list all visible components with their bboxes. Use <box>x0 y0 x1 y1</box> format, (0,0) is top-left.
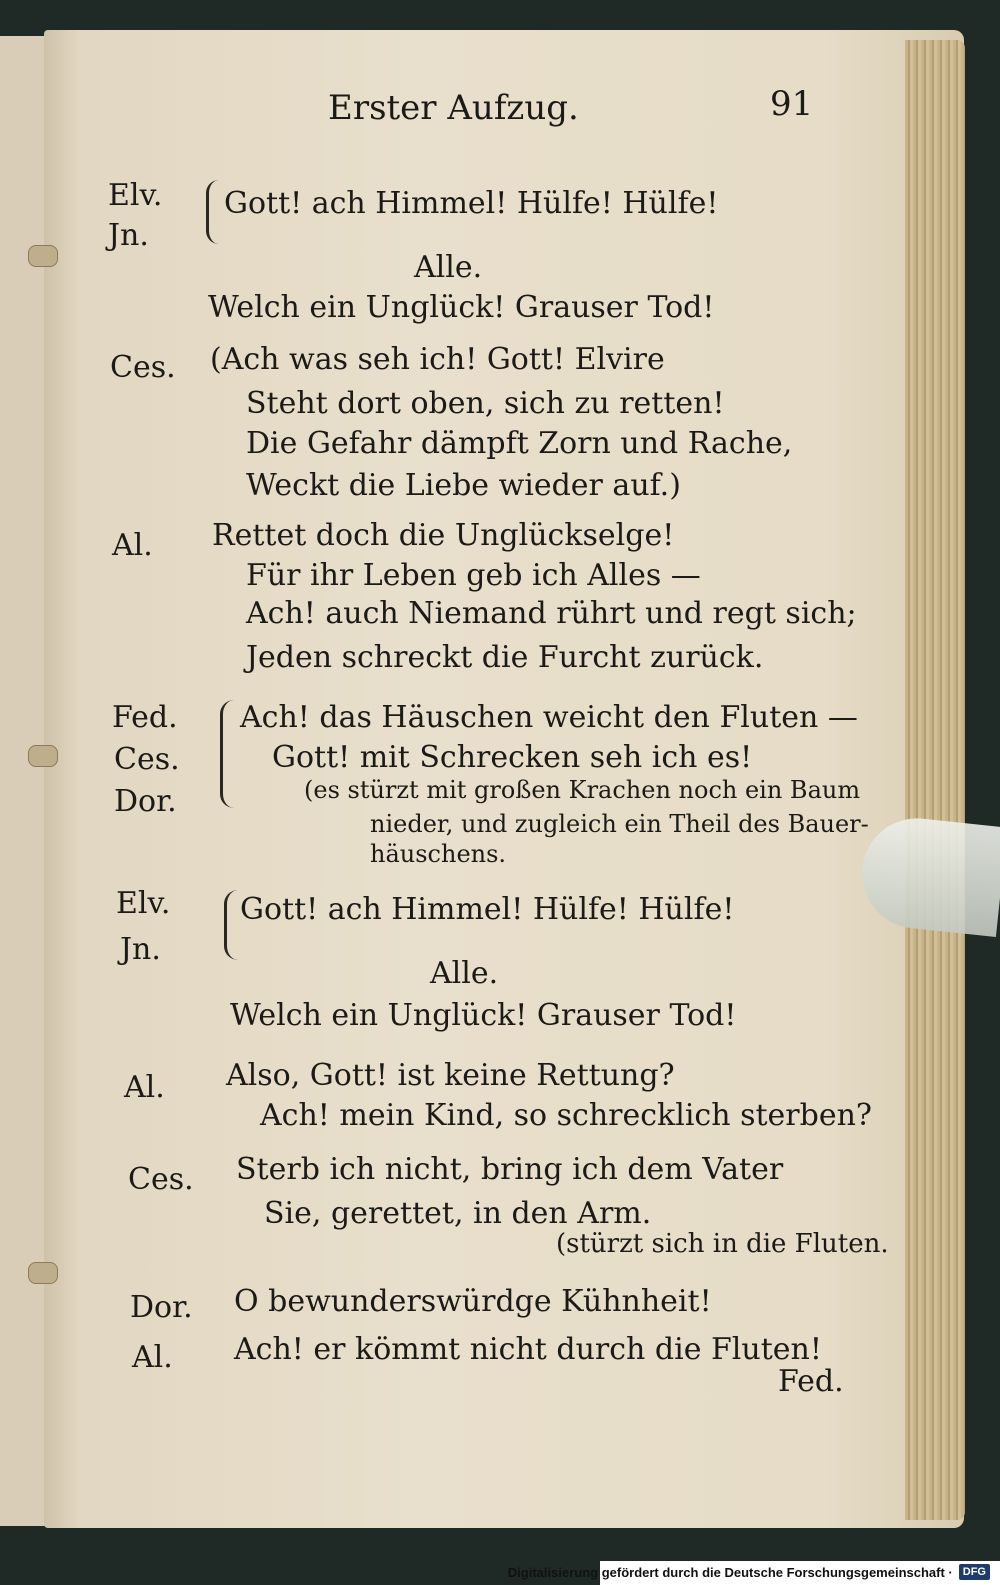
stage-direction: (stürzt sich in die Fluten. <box>556 1229 889 1259</box>
page-number: 91 <box>770 84 814 124</box>
footer-credit: Digitalisierung gefördert durch die Deutsche Forschungsgemeinschaft · <box>507 1564 953 1580</box>
speaker-label: Al. <box>132 1340 173 1375</box>
verse-line: Gott! ach Himmel! Hülfe! Hülfe! <box>224 186 719 221</box>
page-header-title: Erster Aufzug. <box>328 88 579 128</box>
speaker-label: Al. <box>112 528 153 563</box>
speaker-label: Elv. <box>108 178 163 213</box>
speaker-label: Dor. <box>114 784 177 819</box>
verse-line: Steht dort oben, sich zu retten! <box>246 386 725 421</box>
verse-line: Rettet doch die Unglückselge! <box>212 518 675 553</box>
verse-line: Welch ein Unglück! Grauser Tod! <box>208 290 715 325</box>
stage-direction: häuschens. <box>370 840 507 868</box>
verse-line: Sterb ich nicht, bring ich dem Vater <box>236 1152 784 1187</box>
stage-direction: nieder, und zugleich ein Theil des Bauer- <box>370 810 869 838</box>
speaker-label: Jn. <box>120 932 161 967</box>
stage-heading: Alle. <box>414 250 483 285</box>
verse-line: Jeden schreckt die Furcht zurück. <box>246 640 764 675</box>
verse-line: (Ach was seh ich! Gott! Elvire <box>210 342 665 377</box>
verse-line: Ach! auch Niemand rührt und regt sich; <box>246 596 857 631</box>
verse-line: O bewunderswürdge Kühnheit! <box>234 1284 712 1319</box>
speaker-label: Jn. <box>108 218 149 253</box>
speaker-label: Ces. <box>114 742 180 777</box>
catchword: Fed. <box>778 1364 844 1399</box>
verse-line: Welch ein Unglück! Grauser Tod! <box>230 998 737 1033</box>
stage-direction: (es stürzt mit großen Krachen noch ein Baum <box>304 776 861 804</box>
binding-thread <box>28 745 58 767</box>
verse-line: Sie, gerettet, in den Arm. <box>264 1196 652 1231</box>
speaker-label: Elv. <box>116 886 171 921</box>
binding-thread <box>28 1262 58 1284</box>
verse-line: Die Gefahr dämpft Zorn und Rache, <box>246 426 793 461</box>
verse-line: Gott! ach Himmel! Hülfe! Hülfe! <box>240 892 735 927</box>
page-edges <box>905 40 965 1520</box>
verse-line: Ach! er kömmt nicht durch die Fluten! <box>234 1332 822 1367</box>
speaker-label: Dor. <box>130 1290 193 1325</box>
speaker-brace <box>224 890 239 960</box>
speaker-label: Ces. <box>110 350 176 385</box>
verse-line: Weckt die Liebe wieder auf.) <box>246 468 681 503</box>
speaker-brace <box>220 700 237 808</box>
speaker-label: Al. <box>124 1070 165 1105</box>
verse-line: Für ihr Leben geb ich Alles — <box>246 558 701 593</box>
speaker-label: Fed. <box>112 700 178 735</box>
verse-line: Ach! das Häuschen weicht den Fluten — <box>240 700 858 735</box>
stage-heading: Alle. <box>430 956 499 991</box>
verse-line: Also, Gott! ist keine Rettung? <box>226 1058 675 1093</box>
binding-thread <box>28 245 58 267</box>
footer <box>508 1561 990 1583</box>
verse-line: Ach! mein Kind, so schrecklich sterben? <box>260 1098 872 1133</box>
speaker-label: Ces. <box>128 1162 194 1197</box>
dfg-logo: DFG <box>959 1564 990 1580</box>
verse-line: Gott! mit Schrecken seh ich es! <box>272 740 753 775</box>
speaker-brace <box>206 180 219 244</box>
